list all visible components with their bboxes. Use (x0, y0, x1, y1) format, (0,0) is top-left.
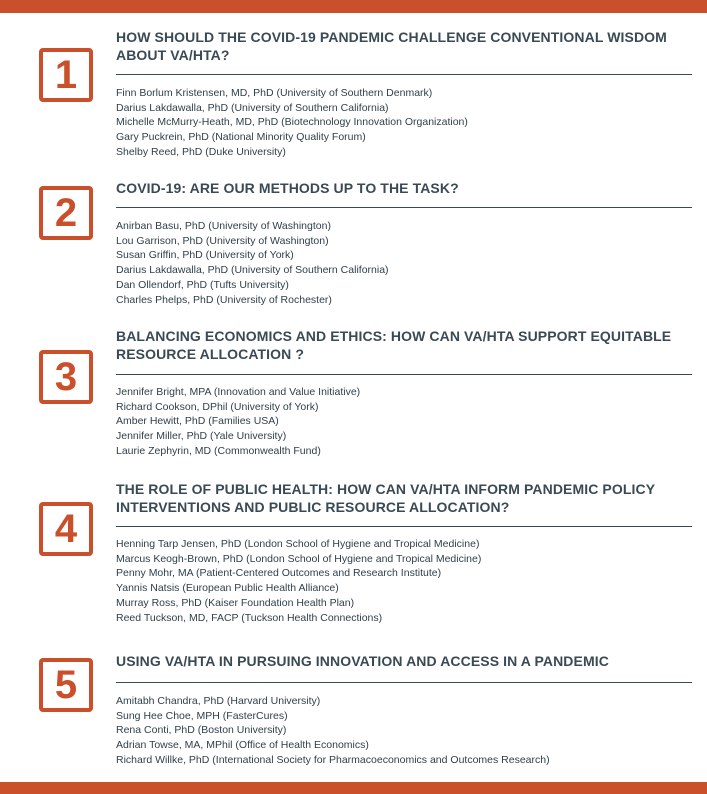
panelist-list (116, 385, 696, 459)
panelist-item: Henning Tarp Jensen, PhD (London School of Hygiene and Tropical Medicine) (116, 538, 480, 550)
panelist-item: Yannis Natsis (European Public Health Alliance) (116, 582, 339, 595)
panelist-item: Murray Ross, PhD (Kaiser Foundation Health Plan) (116, 596, 355, 609)
panelist-item: Reed Tuckson, MD, FACP (Tuckson Health Connections) (116, 611, 383, 624)
section-divider (116, 682, 692, 683)
panelist-list (116, 86, 696, 160)
panelist-item: Dan Ollendorf, PhD (Tufts University) (116, 278, 289, 291)
panelist-list (116, 537, 696, 625)
session-number-badge: 3 (39, 350, 93, 404)
panelist-item: Susan Griffin, PhD (University of York) (116, 249, 294, 262)
panelist-item: Finn Borlum Kristensen, MD, PhD (University of Southern Denmark) (116, 87, 433, 99)
section-divider (116, 374, 692, 375)
panelist-item: Penny Mohr, MA (Patient-Centered Outcomes and Research Institute) (116, 567, 442, 580)
section-divider (116, 207, 692, 208)
panelist-item: Amitabh Chandra, PhD (Harvard University) (116, 695, 321, 707)
panelist-item: Sung Hee Choe, MPH (FasterCures) (116, 709, 288, 722)
session-title: COVID-19: ARE OUR METHODS UP TO THE TASK? (116, 180, 459, 196)
panelist-item: Amber Hewitt, PhD (Families USA) (116, 415, 279, 428)
panelist-item: Anirban Basu, PhD (University of Washington) (116, 220, 331, 232)
session-number-badge: 4 (39, 502, 93, 556)
panelist-item: Lou Garrison, PhD (University of Washington) (116, 234, 329, 247)
panelist-item: Michelle McMurry-Heath, MD, PhD (Biotechnology Innovation Organization) (116, 116, 468, 129)
panelist-item: Richard Willke, PhD (International Society for Pharmacoeconomics and Outcomes Research) (116, 753, 550, 766)
panelist-item: Charles Phelps, PhD (University of Rochester) (116, 293, 332, 306)
panelist-item: Laurie Zephyrin, MD (Commonwealth Fund) (116, 444, 321, 457)
panelist-list (116, 219, 696, 307)
panelist-item: Richard Cookson, DPhil (University of York) (116, 400, 319, 413)
top-accent-bar (0, 0, 707, 13)
session-title: USING VA/HTA IN PURSUING INNOVATION AND ACCESS IN A PANDEMIC (116, 653, 609, 669)
panelist-item: Adrian Towse, MA, MPhil (Office of Health Economics) (116, 739, 369, 752)
section-divider (116, 74, 692, 75)
panelist-list (116, 694, 696, 768)
panelist-item: Jennifer Miller, PhD (Yale University) (116, 430, 287, 443)
session-title: HOW SHOULD THE COVID-19 PANDEMIC CHALLENGE CONVENTIONAL WISDOM ABOUT VA/HTA? (116, 29, 667, 63)
session-number-badge: 1 (39, 48, 93, 102)
panelist-item: Marcus Keogh-Brown, PhD (London School of Hygiene and Tropical Medicine) (116, 552, 482, 565)
panelist-item: Darius Lakdawalla, PhD (University of Southern California) (116, 264, 389, 277)
section-divider (116, 526, 692, 527)
session-title: BALANCING ECONOMICS AND ETHICS: HOW CAN VA/HTA SUPPORT EQUITABLE RESOURCE ALLOCATION ? (116, 328, 672, 362)
panelist-item: Gary Puckrein, PhD (National Minority Quality Forum) (116, 131, 366, 144)
session-number-badge: 2 (39, 186, 93, 240)
panelist-item: Jennifer Bright, MPA (Innovation and Value Initiative) (116, 386, 361, 398)
bottom-accent-bar (0, 782, 707, 794)
panelist-item: Shelby Reed, PhD (Duke University) (116, 145, 286, 158)
session-number-badge: 5 (39, 658, 93, 712)
panelist-item: Darius Lakdawalla, PhD (University of Southern California) (116, 101, 389, 114)
session-title: THE ROLE OF PUBLIC HEALTH: HOW CAN VA/HTA INFORM PANDEMIC POLICY INTERVENTIONS AND PUBLIC RESOURCE ALLOCATION? (116, 481, 655, 515)
panelist-item: Rena Conti, PhD (Boston University) (116, 724, 287, 737)
